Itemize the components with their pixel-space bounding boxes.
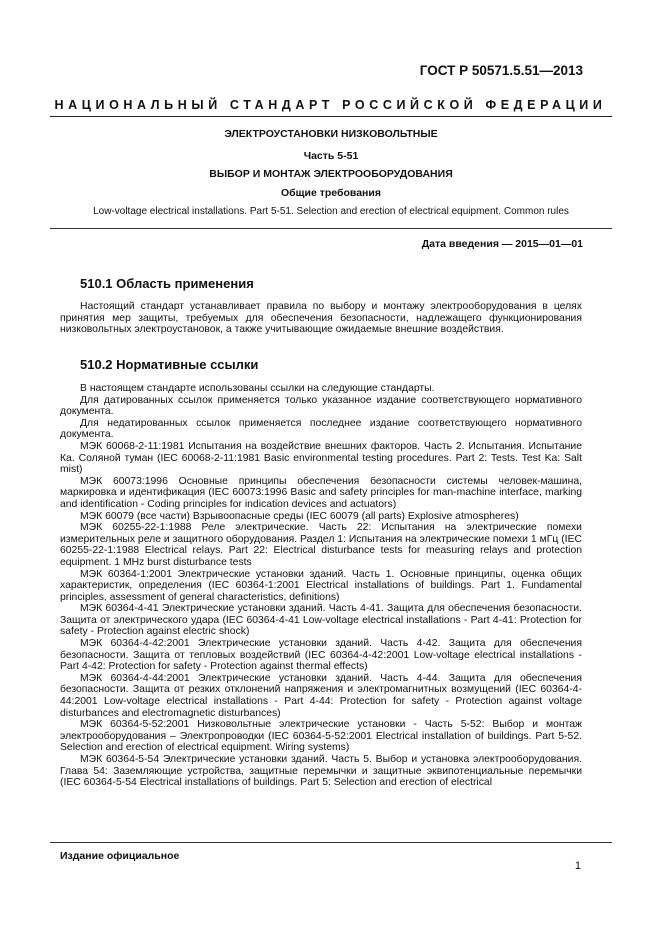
reference-paragraph: Для датированных ссылок применяется только указанное издание соответствующего нормативного документа. <box>60 394 582 418</box>
reference-paragraph: МЭК 60364-4-44:2001 Электрические установки зданий. Часть 4-44. Защита для обеспечения безопасности. Защита от резких отклонений напряжения и электромагнитных возмущений (IEC 60364-4-44:2001 Low-voltage electrical installations - Part 4-44: Protection for safety - Protection against voltage disturbances and electromagnetic disturbances) <box>60 672 582 719</box>
reference-paragraph: МЭК 60073:1996 Основные принципы обеспечения безопасности системы человек-машина, маркировка и идентификация (IEC 60073:1996 Basic and safety principles for man-machine interface, marking and identification - Coding principles for indication devices and actuators) <box>60 475 582 510</box>
middle-divider <box>50 228 612 229</box>
english-title: Low-voltage electrical installations. Part 5-51. Selection and erection of electrical equipment. Common rules <box>93 206 569 217</box>
document-title-line2: ВЫБОР И МОНТАЖ ЭЛЕКТРООБОРУДОВАНИЯ <box>209 168 453 180</box>
reference-paragraph: В настоящем стандарте использованы ссылки на следующие стандарты. <box>80 383 435 394</box>
introduction-date: Дата введения — 2015—01—01 <box>421 238 583 250</box>
national-standard-heading: НАЦИОНАЛЬНЫЙ СТАНДАРТ РОССИЙСКОЙ ФЕДЕРАЦИИ <box>54 98 607 112</box>
reference-paragraph: Для недатированных ссылок применяется последнее издание соответствующего нормативного документа. <box>60 417 582 441</box>
bottom-divider <box>50 842 612 843</box>
official-edition-label: Издание официальное <box>60 850 180 862</box>
reference-paragraph: МЭК 60068-2-11:1981 Испытания на воздействие внешних факторов. Часть 2. Испытания. Испытание Ка. Соляной туман (IEC 60068-2-11:1981 Basic environmental testing procedures. Part 2: Tests. Test Ka: Salt mist) <box>60 440 582 476</box>
section-title-scope: 510.1 Область применения <box>80 276 254 291</box>
document-part: Часть 5-51 <box>303 150 359 162</box>
reference-paragraph: МЭК 60079 (все части) Взрывоопасные среды (IEC 60079 (all parts) Explosive atmospheres) <box>80 510 519 522</box>
document-subtitle: Общие требования <box>281 187 381 199</box>
reference-paragraph: МЭК 60364-5-52:2001 Низковольтные электрические установки - Часть 5-52: Выбор и монтаж электрооборудования – Электропроводки (IEC 60364-5-52:2001 Electrical installation of buildings. Part 5-52. Selection and erection of electrical equipment. Wiring systems) <box>60 719 582 754</box>
top-divider <box>50 116 612 117</box>
standard-id: ГОСТ Р 50571.5.51—2013 <box>419 63 583 78</box>
reference-paragraph: МЭК 60364-1:2001 Электрические установки зданий. Часть 1. Основные принципы, оценка общих характеристик, определения (IEC 60364-1:2001 Electrical installations of buildings. Part 1. Fundamental principles, assessment of general characteristics, definitions) <box>60 568 582 603</box>
page-number: 1 <box>574 860 581 872</box>
document-title-line1: ЭЛЕКТРОУСТАНОВКИ НИЗКОВОЛЬТНЫЕ <box>224 128 438 140</box>
scope-text <box>60 301 582 336</box>
scope-paragraph: Настоящий стандарт устанавливает правила по выбору и монтажу электрооборудования в целях принятия мер защиты, требуемых для обеспечения безопасности, надлежащего функционирования низковольтных электроустановок, а также учитывающие ожидаемые внешние воздействия. <box>60 301 582 336</box>
references-text <box>60 383 582 789</box>
reference-paragraph: МЭК 60364-4-41 Электрические установки зданий. Часть 4-41. Защита для обеспечения безопасности. Защита от электрического удара (IEC 60364-4-41 Low-voltage electrical installations - Part 4-41: Protection for safety - Protection against electric shock) <box>60 603 582 638</box>
section-title-references: 510.2 Нормативные ссылки <box>80 357 259 372</box>
reference-paragraph: МЭК 60364-4-42:2001 Электрические установки зданий. Часть 4-42. Защита для обеспечения безопасности. Защита от тепловых воздействий (IEC 60364-4-42:2001 Low-voltage electrical installations - Part 4-42: Protection for safety - Protection against thermal effects) <box>60 638 582 673</box>
reference-paragraph: МЭК 60255-22-1:1988 Реле электрические. Часть 22: Испытания на электрические помехи измерительных реле и защитного оборудования. Раздел 1: Испытания на электрические помехи 1 мГц (IEC 60255-22-1:1988 Electrical relays. Part 22: Electrical disturbance tests for measuring relays and protection equipment. 1 MHz burst disturbance tests <box>60 522 582 568</box>
reference-paragraph: МЭК 60364-5-54 Электрические установки зданий. Часть 5. Выбор и установка электрооборудования. Глава 54: Заземляющие устройства, защитные перемычки и защитные эквипотенциальные перемычки (IEC 60364-5-54 Electrical installations of buildings. Part 5: Selection and erection of electrical <box>60 754 582 789</box>
